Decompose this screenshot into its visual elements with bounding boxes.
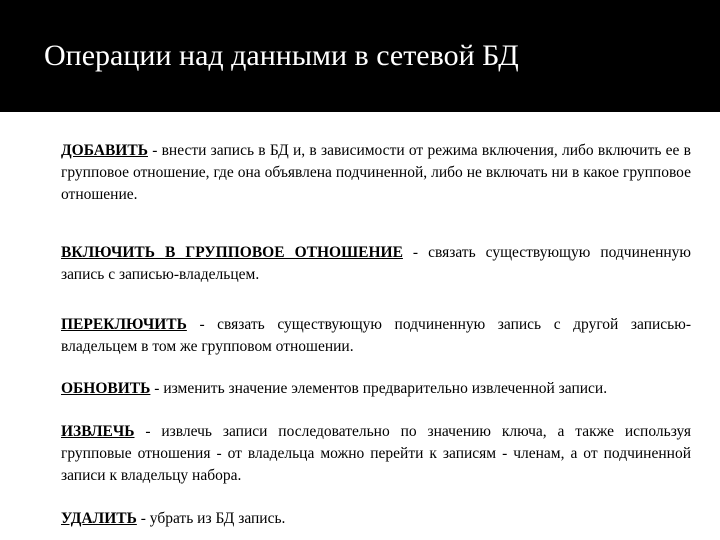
operation-description: - внести запись в БД и, в зависимости от режима включения, либо включить ее в групповое отношение, где она объявлена подчиненной, либо не включать ни в какое групповое отношение.: [61, 142, 691, 203]
operation-description: - убрать из БД запись.: [136, 510, 286, 527]
operation-term: ПЕРЕКЛЮЧИТЬ: [61, 316, 187, 333]
operation-term: ВКЛЮЧИТЬ В ГРУППОВОЕ ОТНОШЕНИЕ: [61, 244, 403, 261]
operation-term: ИЗВЛЕЧЬ: [61, 423, 135, 440]
slide-title: Операции над данными в сетевой БД: [44, 39, 519, 72]
operation-update: [61, 378, 691, 400]
operation-fetch: [61, 421, 691, 487]
title-bar: [0, 0, 720, 112]
operation-add: [61, 140, 691, 206]
operation-term: ДОБАВИТЬ: [61, 142, 148, 159]
operation-term: ОБНОВИТЬ: [61, 380, 151, 397]
operation-delete: [61, 508, 691, 530]
operation-description: - связать существующую подчиненную запись с записью-владельцем.: [61, 244, 691, 283]
operation-description: - извлечь записи последовательно по значению ключа, а также используя групповые отношения - от владельца можно перейти к записям - членам, а от подчиненной записи к владельцу набора.: [61, 423, 691, 484]
operation-include: [61, 242, 691, 286]
operation-description: - изменить значение элементов предварительно извлеченной записи.: [150, 380, 608, 397]
operation-switch: [61, 314, 691, 358]
operation-term: УДАЛИТЬ: [61, 510, 137, 527]
operation-description: - связать существующую подчиненную запись с другой записью-владельцем в том же групповом отношении.: [61, 316, 691, 355]
